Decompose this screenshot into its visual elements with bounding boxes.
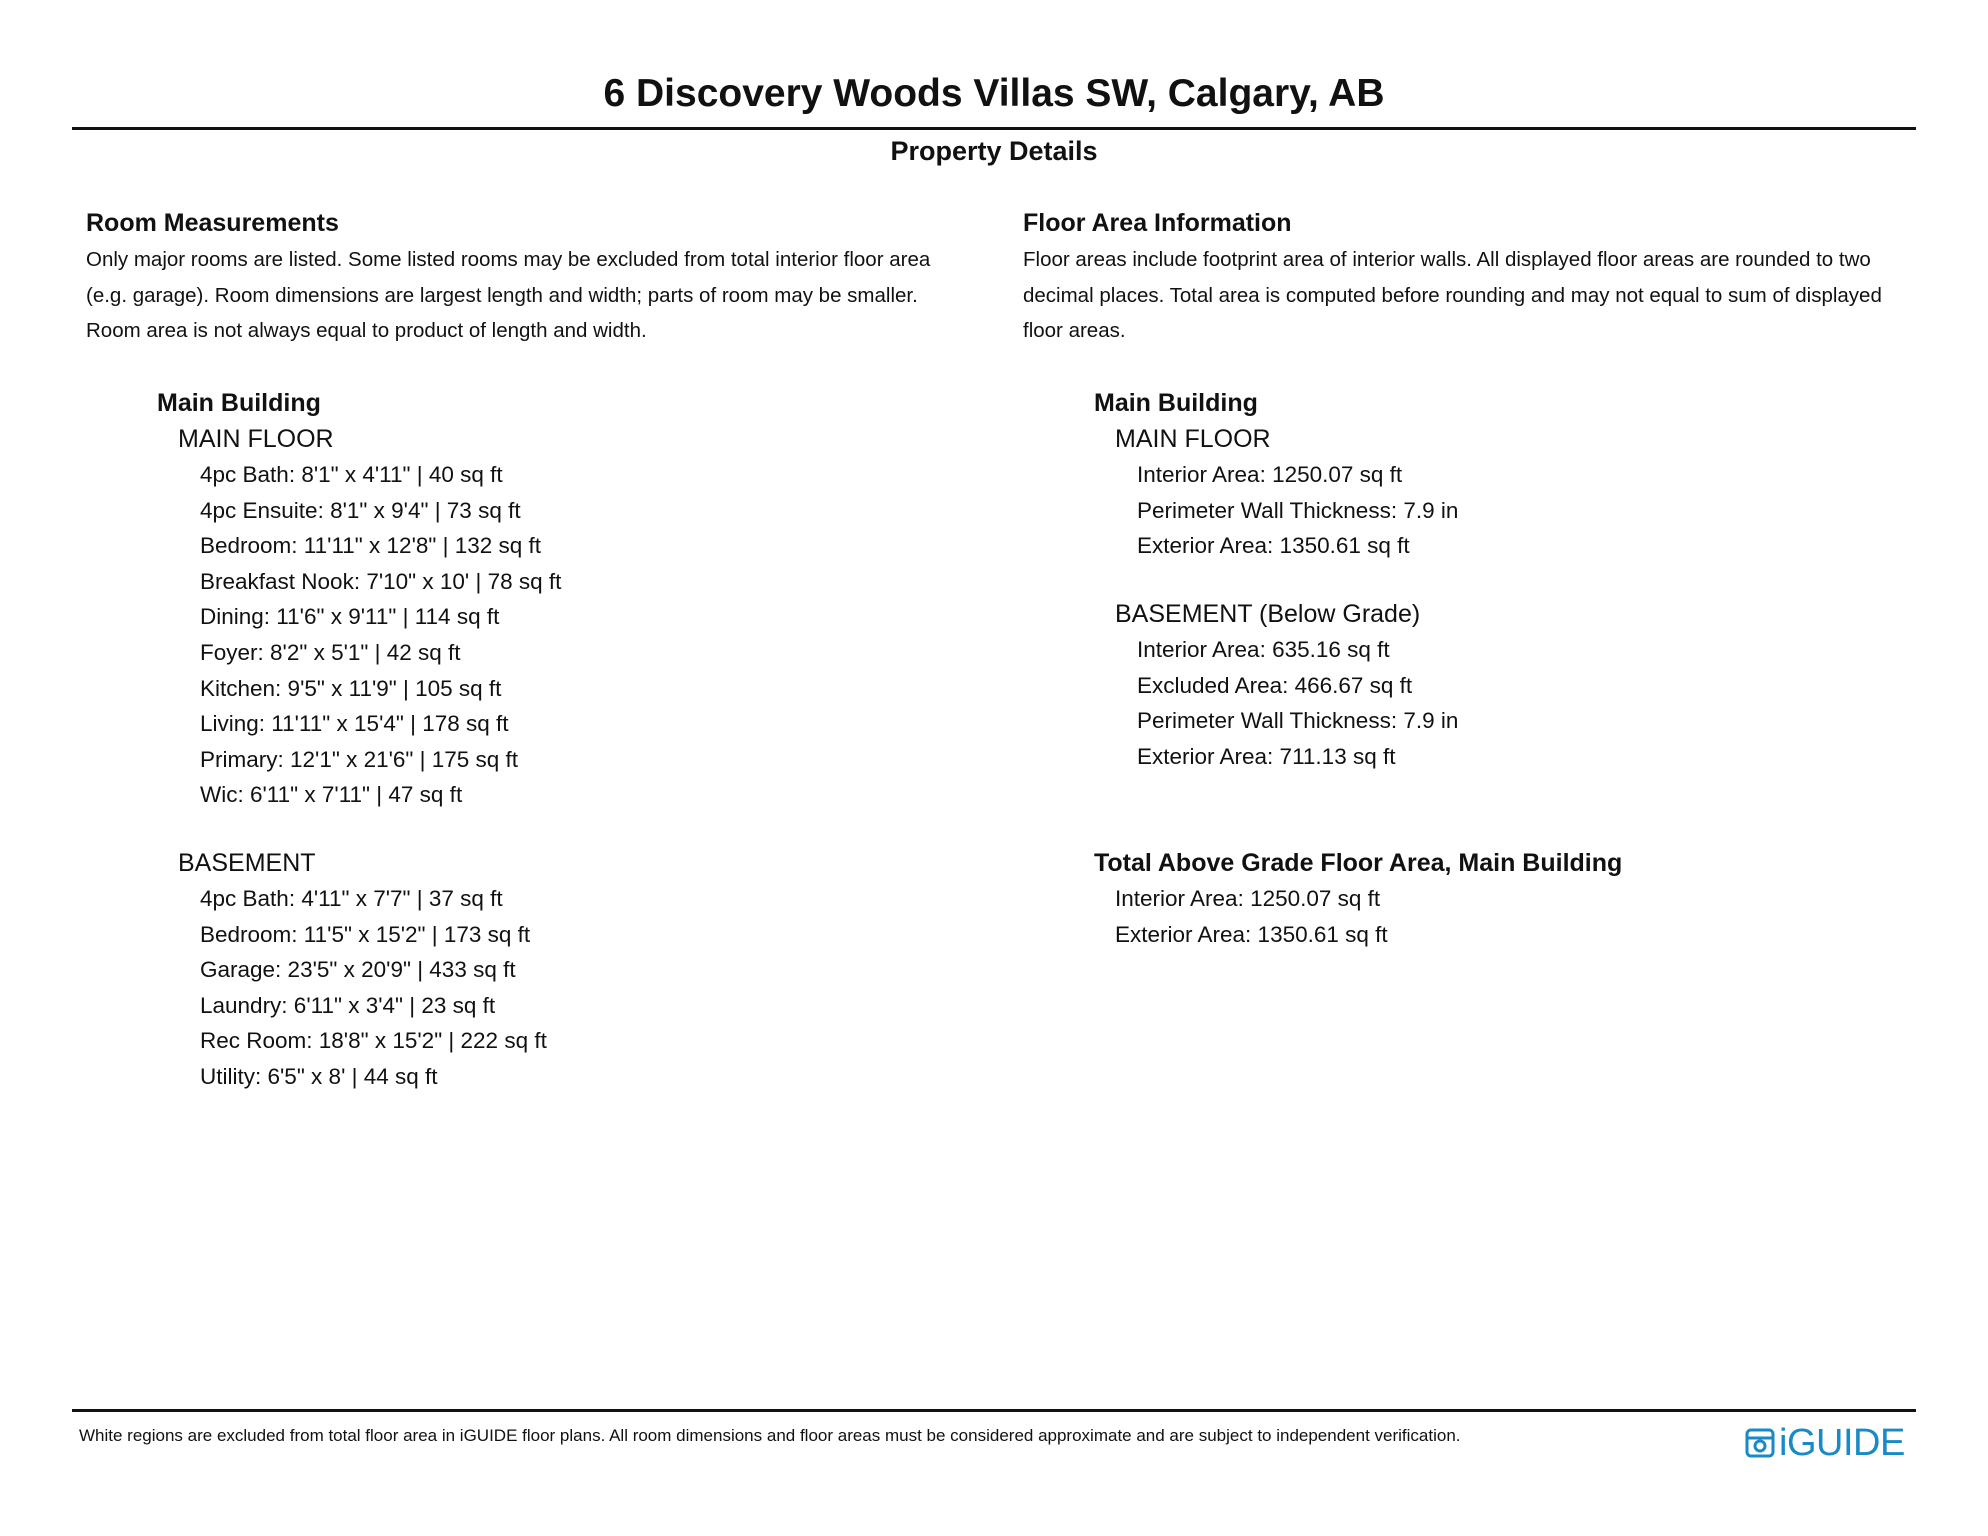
room-item: Garage: 23'5" x 20'9" | 433 sq ft	[200, 957, 516, 983]
room-measurements-note	[86, 242, 986, 349]
page-subtitle: Property Details	[890, 136, 1098, 166]
room-item: 4pc Ensuite: 8'1" x 9'4" | 73 sq ft	[200, 497, 521, 523]
room-item: Primary: 12'1" x 21'6" | 175 sq ft	[200, 746, 519, 772]
room-list-main-floor	[86, 457, 561, 813]
total-area-list	[1023, 881, 1622, 952]
note-line: floor areas.	[1023, 319, 1126, 343]
room-measurements-section	[86, 205, 986, 1089]
area-item: Interior Area: 1250.07 sq ft	[1137, 462, 1403, 487]
area-list-main-floor	[1023, 457, 1458, 564]
area-item: Interior Area: 635.16 sq ft	[1137, 637, 1390, 662]
floor-name: BASEMENT	[178, 849, 316, 877]
iguide-logo	[1745, 1420, 1905, 1466]
area-item: Interior Area: 1250.07 sq ft	[1115, 886, 1381, 911]
room-item: Foyer: 8'2" x 5'1" | 42 sq ft	[200, 639, 461, 665]
room-item: Rec Room: 18'8" x 15'2" | 222 sq ft	[200, 1028, 547, 1054]
area-item: Perimeter Wall Thickness: 7.9 in	[1137, 708, 1459, 734]
room-item: Living: 11'11" x 15'4" | 178 sq ft	[200, 711, 509, 737]
building-name: Main Building	[1094, 389, 1258, 417]
note-line: Only major rooms are listed. Some listed rooms may be excluded from total interior floor area	[86, 248, 931, 271]
floor-area-note	[1023, 242, 1923, 349]
area-item: Exterior Area: 711.13 sq ft	[1137, 743, 1396, 769]
floor-name: BASEMENT (Below Grade)	[1115, 600, 1421, 628]
room-item: Laundry: 6'11" x 3'4" | 23 sq ft	[200, 992, 496, 1018]
area-building-block	[1023, 385, 1458, 564]
footer-divider	[72, 1409, 1916, 1412]
page-title: 6 Discovery Woods Villas SW, Calgary, AB	[603, 72, 1385, 115]
room-basement-block	[86, 845, 547, 1095]
note-line: Room area is not always equal to product of length and width.	[86, 319, 647, 343]
building-name: Main Building	[157, 389, 321, 417]
room-item: 4pc Bath: 4'11" x 7'7" | 37 sq ft	[200, 886, 503, 911]
logo-text: iGUIDE	[1779, 1422, 1905, 1464]
note-line: decimal places. Total area is computed before rounding and may not equal to sum of displayed	[1023, 283, 1882, 307]
room-item: Bedroom: 11'5" x 15'2" | 173 sq ft	[200, 921, 531, 947]
floor-area-heading: Floor Area Information	[1023, 209, 1292, 237]
room-list-basement	[86, 881, 547, 1095]
floor-name: MAIN FLOOR	[178, 425, 334, 453]
total-area-heading: Total Above Grade Floor Area, Main Building	[1094, 849, 1623, 877]
floor-name: MAIN FLOOR	[1115, 425, 1271, 453]
note-line: Floor areas include footprint area of interior walls. All displayed floor areas are rounded to two	[1023, 248, 1871, 271]
footer-disclaimer: White regions are excluded from total floor area in iGUIDE floor plans. All room dimensions and floor areas must be considered approximate and are subject to independent verification.	[79, 1426, 1461, 1445]
room-building-block	[86, 385, 561, 813]
camera-icon	[1745, 1427, 1775, 1459]
room-item: Utility: 6'5" x 8' | 44 sq ft	[200, 1063, 438, 1089]
room-item: Breakfast Nook: 7'10" x 10' | 78 sq ft	[200, 568, 562, 594]
room-item: Wic: 6'11" x 7'11" | 47 sq ft	[200, 782, 463, 808]
room-item: 4pc Bath: 8'1" x 4'11" | 40 sq ft	[200, 462, 503, 487]
room-item: Kitchen: 9'5" x 11'9" | 105 sq ft	[200, 675, 502, 701]
header-divider	[72, 127, 1916, 130]
total-area-block	[1023, 845, 1622, 952]
area-list-basement	[1023, 632, 1458, 774]
area-item: Exterior Area: 1350.61 sq ft	[1115, 921, 1388, 947]
room-measurements-heading: Room Measurements	[86, 209, 339, 237]
area-item: Perimeter Wall Thickness: 7.9 in	[1137, 497, 1459, 523]
note-line: (e.g. garage). Room dimensions are largest length and width; parts of room may be smaller.	[86, 283, 918, 307]
area-basement-block	[1023, 596, 1458, 774]
room-item: Dining: 11'6" x 9'11" | 114 sq ft	[200, 604, 500, 630]
floor-area-section	[1023, 205, 1923, 947]
room-item: Bedroom: 11'11" x 12'8" | 132 sq ft	[200, 533, 542, 559]
area-item: Excluded Area: 466.67 sq ft	[1137, 672, 1413, 698]
area-item: Exterior Area: 1350.61 sq ft	[1137, 533, 1410, 559]
